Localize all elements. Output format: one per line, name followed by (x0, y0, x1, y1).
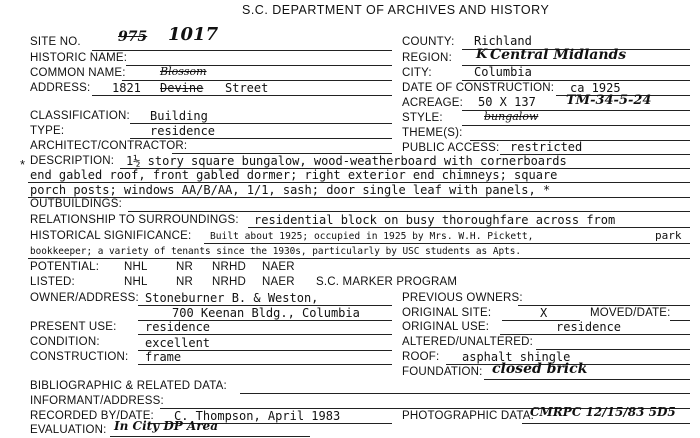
acreage-value: 50 X 137 (478, 95, 536, 109)
recorded-label: RECORDED BY/DATE: (30, 410, 154, 422)
bibliographic-line (240, 393, 690, 394)
owner-value-1: Stoneburner B. & Weston, (145, 291, 319, 305)
condition-value: excellent (145, 336, 211, 350)
classification-value: Building (150, 109, 208, 123)
description-line-1: 1½ story square bungalow, wood-weatherboard with cornerboards (126, 154, 567, 168)
evaluation-value: In City DP Area (114, 419, 218, 433)
evaluation-line (110, 436, 310, 437)
recorded-value: C. Thompson, April 1983 (174, 409, 341, 423)
date-construction-value: ca 1925 (570, 81, 621, 95)
original-site-value: X (540, 306, 548, 320)
type-line (130, 138, 392, 139)
style-label: STYLE: (402, 112, 443, 124)
region-value: Central Midlands (490, 47, 627, 63)
style-struck-value: bungalow (484, 110, 539, 123)
relationship-label: RELATIONSHIP TO SURROUNDINGS: (30, 214, 239, 226)
condition-label: CONDITION: (30, 336, 100, 348)
foundation-label: FOUNDATION: (402, 366, 483, 378)
informant-label: INFORMANT/ADDRESS: (30, 395, 164, 407)
region-label: REGION: (402, 52, 452, 64)
moved-date-label: MOVED/DATE: (590, 307, 671, 319)
potential-naer: NAER (262, 261, 295, 273)
relationship-value: residential block on busy thoroughfare across from (254, 213, 616, 227)
type-label: TYPE: (30, 125, 65, 137)
county-value: Richland (474, 34, 532, 48)
original-site-label: ORIGINAL SITE: (402, 307, 492, 319)
significance-insert: park (655, 229, 682, 242)
potential-label: POTENTIAL: (30, 261, 100, 273)
construction-value: frame (145, 350, 182, 364)
listed-label: LISTED: (30, 276, 75, 288)
address-street-value: Street (225, 81, 269, 95)
potential-nr: NR (176, 261, 194, 273)
present-use-value: residence (145, 320, 211, 334)
present-use-label: PRESENT USE: (30, 321, 117, 333)
significance-line-2: bookkeeper; a variety of tenants since the 1930s, particularly by USC students as Apts. (30, 246, 522, 257)
city-value: Columbia (474, 65, 532, 79)
classification-label: CLASSIFICATION: (30, 110, 130, 122)
relationship-line (248, 227, 690, 228)
county-label: COUNTY: (402, 36, 455, 48)
potential-nrhd: NRHD (212, 261, 247, 273)
original-use-label: ORIGINAL USE: (402, 321, 490, 333)
roof-label: ROOF: (402, 351, 440, 363)
bibliographic-label: BIBLIOGRAPHIC & RELATED DATA: (30, 380, 227, 392)
outbuildings-line (128, 211, 690, 212)
site-no-value: 1017 (168, 24, 219, 45)
public-access-label: PUBLIC ACCESS: (402, 142, 500, 154)
common-name-label: COMMON NAME: (30, 67, 126, 79)
description-marker: * (20, 157, 26, 172)
site-no-struck-value: 975 (118, 29, 148, 45)
acreage-note: TM-34-5-24 (566, 93, 652, 108)
original-use-value: residence (556, 320, 622, 334)
previous-owners-label: PREVIOUS OWNERS: (402, 292, 523, 304)
type-value: residence (150, 124, 216, 138)
description-line-3: porch posts; windows AA/B/AA, 1/1, sash; door single leaf with panels, * (30, 183, 551, 197)
significance-rule-1 (204, 243, 690, 244)
site-no-line (92, 50, 392, 51)
foundation-value: closed brick (492, 361, 588, 377)
altered-label: ALTERED/UNALTERED: (402, 336, 533, 348)
listed-nrhd: NRHD (212, 276, 247, 288)
region-marker: K (476, 47, 488, 62)
city-label: CITY: (402, 67, 432, 79)
owner-label: OWNER/ADDRESS: (30, 292, 139, 304)
acreage-label: ACREAGE: (402, 97, 464, 109)
foundation-line (484, 379, 690, 380)
listed-naer: NAER (262, 276, 295, 288)
potential-nhl: NHL (124, 261, 148, 273)
style-line (462, 125, 690, 126)
architect-label: ARCHITECT/CONTRACTOR: (30, 140, 188, 152)
listed-nhl: NHL (124, 276, 148, 288)
original-use-line (500, 334, 690, 335)
marker-program-label: S.C. MARKER PROGRAM (316, 276, 458, 288)
evaluation-label: EVALUATION: (30, 424, 107, 436)
form-title: S.C. DEPARTMENT OF ARCHIVES AND HISTORY (242, 3, 550, 17)
public-access-line (500, 154, 690, 155)
historic-name-label: HISTORIC NAME: (30, 52, 128, 64)
common-name-struck-value: Blossom (160, 65, 207, 78)
date-construction-label: DATE OF CONSTRUCTION: (402, 82, 555, 94)
address-number-value: 1821 (112, 81, 141, 95)
significance-label: HISTORICAL SIGNIFICANCE: (30, 230, 192, 242)
address-struck-value: Devine (160, 81, 204, 95)
description-rule-3 (28, 197, 690, 198)
significance-line-1: Built about 1925; occupied in 1925 by Mrs. W.H. Pickett, (210, 231, 534, 242)
significance-rule-2 (28, 258, 690, 259)
photographic-line (522, 423, 690, 424)
construction-label: CONSTRUCTION: (30, 351, 129, 363)
public-access-value: restricted (510, 140, 583, 154)
description-line-2: end gabled roof, front gabled dormer; right exterior end chimneys; square (30, 168, 558, 182)
site-no-label: SITE NO. (30, 36, 81, 48)
address-label: ADDRESS: (30, 82, 91, 94)
description-label: DESCRIPTION: (30, 155, 115, 167)
address-line (92, 95, 392, 96)
construction-line (138, 364, 392, 365)
themes-label: THEME(S): (402, 127, 463, 139)
listed-nr: NR (176, 276, 194, 288)
photographic-label: PHOTOGRAPHIC DATA: (402, 410, 535, 422)
outbuildings-label: OUTBUILDINGS: (30, 198, 123, 210)
owner-value-2: 700 Keenan Bldg., Columbia (172, 306, 360, 320)
moved-date-line (670, 320, 690, 321)
photographic-value: CMRPC 12/15/83 5D5 (530, 405, 676, 419)
roof-value: asphalt shingle (462, 350, 571, 364)
present-use-line (138, 334, 392, 335)
